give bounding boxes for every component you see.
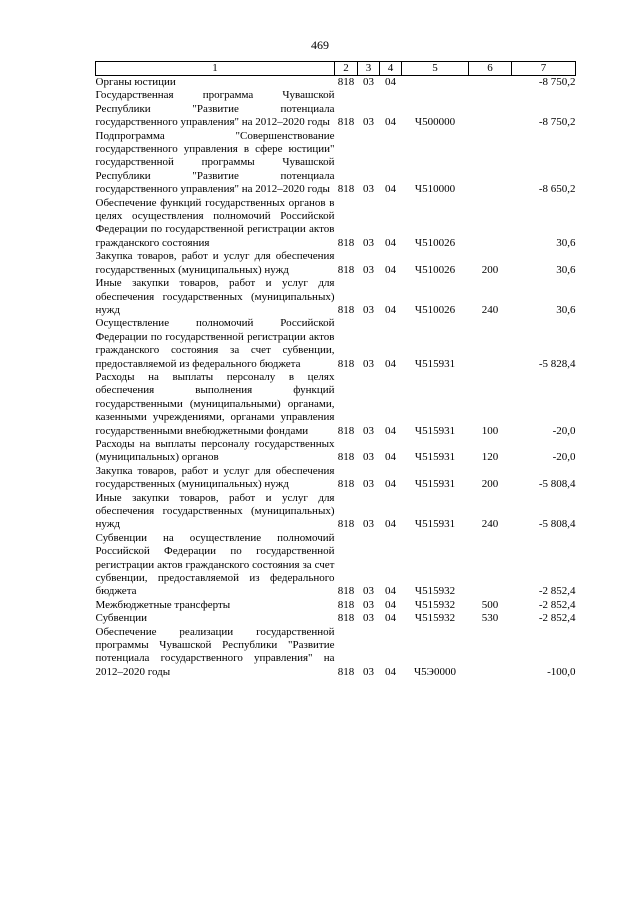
row-admin-code: 818 (337, 665, 355, 678)
table-row (96, 250, 576, 277)
row-expense-type: 200 (481, 263, 499, 276)
row-section: 03 (363, 518, 374, 531)
row-subsection: 04 (385, 76, 396, 88)
row-admin-code: 818 (337, 424, 355, 437)
table-row (96, 465, 576, 492)
row-name: Расходы на выплаты персоналу в целях обеспечения выполнения функций государственными (муниципальными) органами, казенными учреждениями, органами управления государственными внебюджетными фондами (95, 370, 335, 437)
row-subsection: 04 (385, 598, 396, 611)
row-subsection: 04 (385, 116, 396, 129)
row-target-code: Ч515931 (414, 518, 456, 531)
table-row (96, 89, 576, 129)
row-target-code: Ч515931 (414, 357, 456, 370)
table-row (96, 371, 576, 438)
row-target-code: Ч510026 (414, 263, 456, 276)
header-col-6: 6 (469, 62, 512, 76)
row-name: Закупка товаров, работ и услуг для обеспечения государственных (муниципальных) нужд (95, 464, 335, 491)
header-col-2: 2 (335, 62, 358, 76)
table-row (96, 532, 576, 599)
row-admin-code: 818 (337, 357, 355, 370)
row-admin-code: 818 (337, 612, 355, 625)
row-name: Субвенции на осуществление полномочий Российской Федерации по государственной регистрации актов гражданского состояния за счет субвенции, предоставляемой из федерального бюджета (95, 531, 335, 598)
row-section: 03 (363, 598, 374, 611)
row-expense-type (469, 532, 512, 599)
row-subsection: 04 (385, 585, 396, 598)
row-section: 03 (363, 451, 374, 464)
table-header-row (96, 62, 576, 76)
row-admin-code: 818 (337, 183, 355, 196)
row-target-code: Ч510026 (414, 236, 456, 249)
table-row (96, 197, 576, 251)
row-amount: -20,0 (552, 451, 576, 464)
row-expense-type: 500 (481, 598, 499, 611)
row-target-code: Ч510026 (414, 303, 456, 316)
row-amount: -5 808,4 (538, 478, 576, 491)
row-admin-code: 818 (337, 478, 355, 491)
row-target-code: Ч515932 (414, 598, 456, 611)
row-expense-type: 100 (481, 424, 499, 437)
row-amount: -8 750,2 (538, 76, 576, 88)
table-row (96, 612, 576, 625)
row-name: Межбюджетные трансферты (95, 598, 231, 611)
row-amount: 30,6 (556, 236, 576, 249)
row-name: Расходы на выплаты персоналу государственных (муниципальных) органов (95, 437, 335, 464)
header-col-5: 5 (402, 62, 469, 76)
row-admin-code: 818 (337, 585, 355, 598)
row-admin-code: 818 (337, 598, 355, 611)
row-name: Обеспечение реализации государственной программы Чувашской Республики "Развитие потенциала государственного управления" на 2012–2020 годы (95, 625, 335, 678)
row-target-code: Ч510000 (414, 183, 456, 196)
row-name: Обеспечение функций государственных органов в целях осуществления полномочий Российской Федерации по государственной регистрации актов гражданского состояния (95, 196, 335, 249)
table-row (96, 438, 576, 465)
row-name: Иные закупки товаров, работ и услуг для обеспечения государственных (муниципальных) нужд (95, 491, 335, 531)
row-subsection: 04 (385, 236, 396, 249)
row-section: 03 (363, 116, 374, 129)
table-row (96, 277, 576, 317)
row-section: 03 (363, 263, 374, 276)
row-section: 03 (363, 76, 374, 88)
header-col-4: 4 (380, 62, 402, 76)
row-amount: -2 852,4 (538, 585, 576, 598)
row-section: 03 (363, 478, 374, 491)
row-subsection: 04 (385, 518, 396, 531)
row-name: Государственная программа Чувашской Республики "Развитие потенциала государственного управления" на 2012–2020 годы (95, 89, 335, 129)
row-amount: -20,0 (552, 424, 576, 437)
row-subsection: 04 (385, 478, 396, 491)
budget-table (95, 61, 576, 679)
row-target-code: Ч515932 (414, 612, 456, 625)
row-subsection: 04 (385, 303, 396, 316)
header-col-1: 1 (96, 62, 335, 76)
row-admin-code: 818 (337, 236, 355, 249)
table-row (96, 76, 576, 90)
row-target-code: Ч500000 (414, 116, 456, 129)
row-amount: -2 852,4 (538, 598, 576, 611)
row-subsection: 04 (385, 451, 396, 464)
header-col-3: 3 (358, 62, 380, 76)
table-row (96, 599, 576, 612)
row-subsection: 04 (385, 263, 396, 276)
row-admin-code: 818 (337, 451, 355, 464)
row-admin-code: 818 (337, 263, 355, 276)
row-expense-type (469, 626, 512, 680)
row-expense-type: 240 (481, 303, 499, 316)
row-subsection: 04 (385, 357, 396, 370)
table-row (96, 626, 576, 680)
row-amount: -2 852,4 (538, 612, 576, 625)
row-target-code: Ч515931 (414, 478, 456, 491)
row-section: 03 (363, 357, 374, 370)
row-name: Закупка товаров, работ и услуг для обеспечения государственных (муниципальных) нужд (95, 250, 335, 276)
row-admin-code: 818 (337, 76, 355, 88)
row-amount: -8 750,2 (538, 116, 576, 129)
row-amount: -8 650,2 (538, 183, 576, 196)
row-amount: -5 828,4 (538, 357, 576, 370)
row-target-code (402, 76, 469, 90)
row-amount: 30,6 (556, 303, 576, 316)
row-target-code: Ч5Э0000 (414, 665, 456, 678)
table-row (96, 317, 576, 371)
row-admin-code: 818 (337, 116, 355, 129)
header-col-7: 7 (512, 62, 576, 76)
row-expense-type: 200 (481, 478, 499, 491)
row-target-code: Ч515932 (414, 585, 456, 598)
table-row (96, 130, 576, 197)
row-expense-type (469, 317, 512, 371)
row-amount: 30,6 (556, 263, 576, 276)
row-expense-type (469, 76, 512, 90)
row-name: Иные закупки товаров, работ и услуг для обеспечения государственных (муниципальных) нужд (95, 277, 335, 316)
row-expense-type: 530 (481, 612, 499, 625)
row-section: 03 (363, 665, 374, 678)
row-subsection: 04 (385, 183, 396, 196)
page-number: 469 (311, 38, 329, 52)
row-subsection: 04 (385, 424, 396, 437)
row-expense-type: 240 (481, 518, 499, 531)
row-amount: -5 808,4 (538, 518, 576, 531)
row-name: Субвенции (95, 612, 148, 625)
row-name: Органы юстиции (95, 76, 176, 88)
row-expense-type (469, 89, 512, 129)
row-target-code: Ч515931 (414, 451, 456, 464)
row-section: 03 (363, 236, 374, 249)
row-subsection: 04 (385, 665, 396, 678)
row-expense-type (469, 130, 512, 197)
row-target-code: Ч515931 (414, 424, 456, 437)
row-section: 03 (363, 303, 374, 316)
row-expense-type: 120 (481, 451, 499, 464)
row-name: Подпрограмма "Совершенствование государственного управления в сфере юстиции" государственной программы Чувашской Республики "Развитие потенциала государственного управления" на 2012–2020 годы (95, 129, 335, 196)
row-expense-type (469, 197, 512, 251)
row-section: 03 (363, 424, 374, 437)
row-admin-code: 818 (337, 303, 355, 316)
row-amount: -100,0 (547, 665, 576, 678)
table-row (96, 492, 576, 532)
row-name: Осуществление полномочий Российской Федерации по государственной регистрации актов гражданского состояния за счет субвенции, предоставляемой из федерального бюджета (95, 317, 335, 370)
row-admin-code: 818 (337, 518, 355, 531)
row-section: 03 (363, 183, 374, 196)
row-section: 03 (363, 612, 374, 625)
row-section: 03 (363, 585, 374, 598)
row-subsection: 04 (385, 612, 396, 625)
